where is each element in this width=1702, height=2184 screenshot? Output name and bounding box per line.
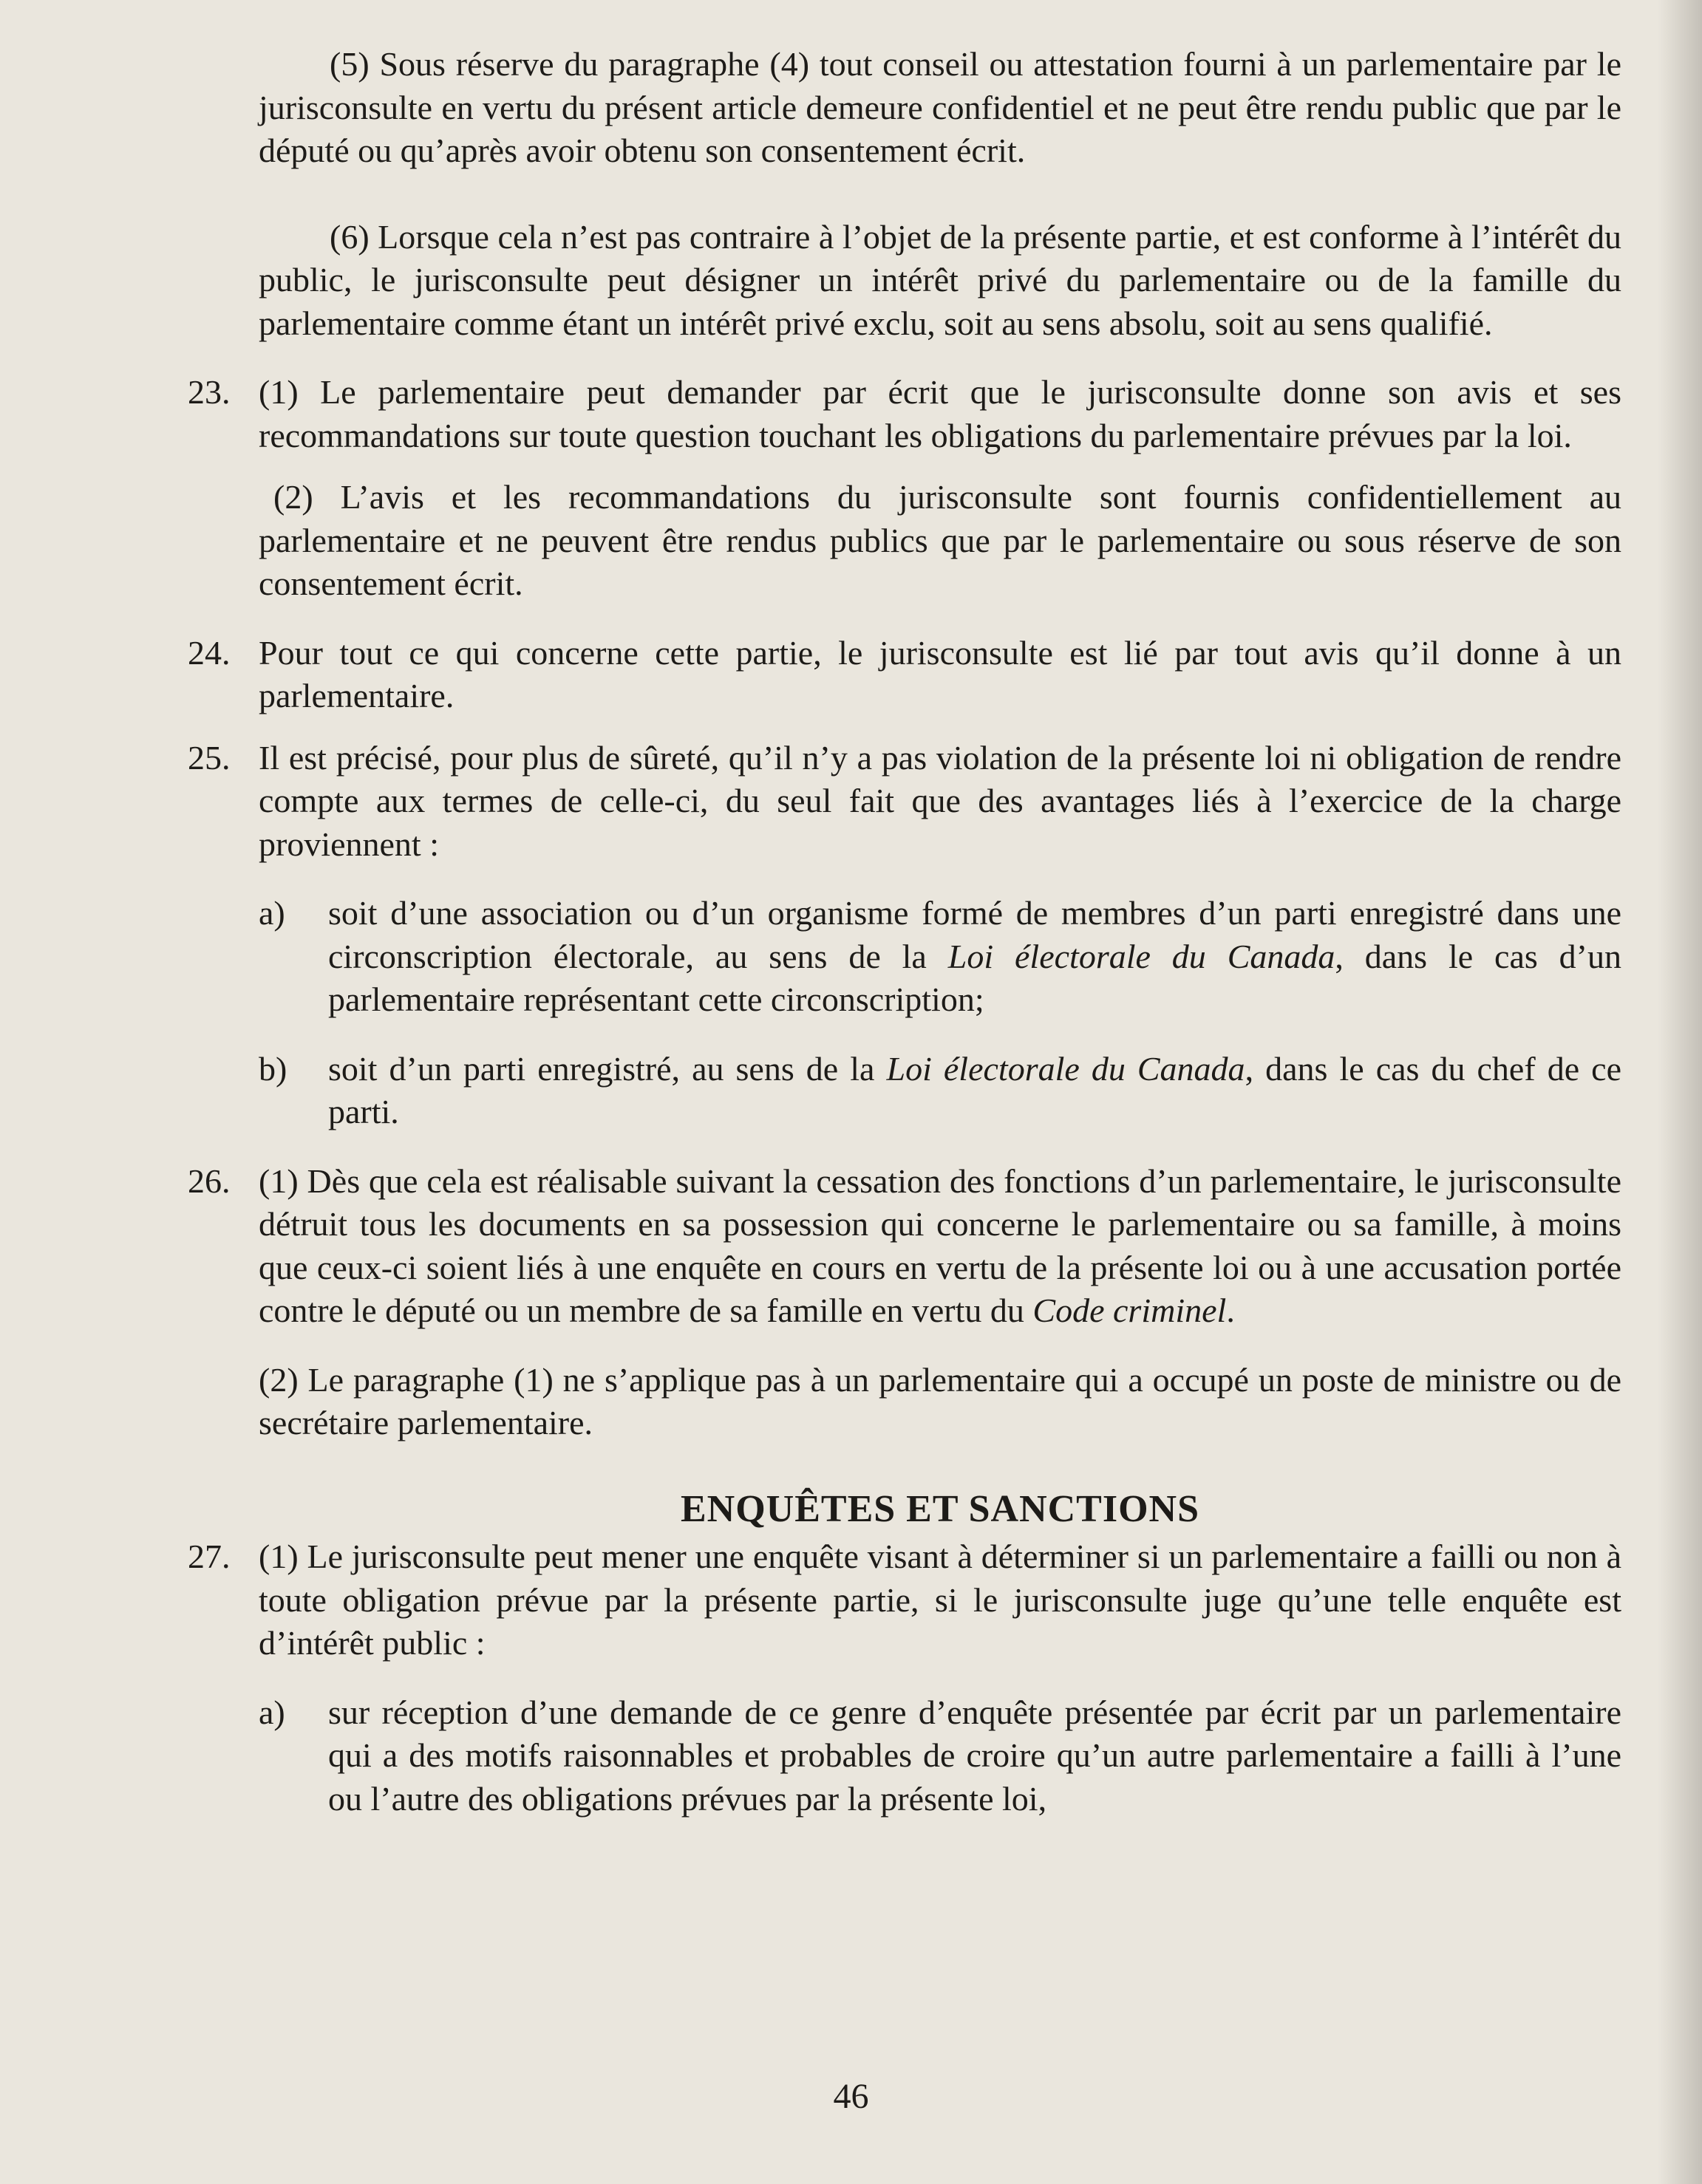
page-number: 46 — [833, 2077, 869, 2116]
item-text: soit d’une association ou d’un organisme formé de membres d’un parti enregistré dans une circonscription électorale, au sens de la Loi électorale du Canada, dans le cas d’un parlementaire représentant cette circonscription; — [328, 894, 1621, 1018]
paragraph-26-2: (2) Le paragraphe (1) ne s’applique pas à un parlementaire qui a occupé un poste de ministre ou de secrétaire parlementaire. — [259, 1360, 1621, 1441]
item-text: sur réception d’une demande de ce genre d’enquête présentée par écrit par un parlementaire qui a des motifs raisonnables et probables de croire qu’un autre parlementaire a failli à l’une ou l’autre des obligations prévues par la présente loi, — [328, 1693, 1621, 1818]
item-text: soit d’un parti enregistré, au sens de la Loi électorale du Canada, dans le cas du chef de ce parti. — [328, 1049, 1621, 1130]
section-23 — [188, 371, 1621, 457]
item-27-a — [188, 1691, 1621, 1821]
paragraph-25: Il est précisé, pour plus de sûreté, qu’il n’y a pas violation de la présente loi ni obligation de rendre compte aux termes de celle-ci, du seul fait que des avantages liés à l’exercice de la charge proviennent : — [259, 738, 1621, 863]
section-heading: ENQUÊTES ET SANCTIONS — [680, 1487, 1200, 1530]
paragraph-26-1: (1) Dès que cela est réalisable suivant la cessation des fonctions d’un parlementaire, le jurisconsulte détruit tous les documents en sa possession qui concerne le parlementaire ou sa famille, à moins que ceux-ci soient liés à une enquête en cours en vertu de la présente loi ou à une accusation portée contre le député ou un membre de sa famille en vertu du Code criminel. — [259, 1161, 1621, 1329]
paragraph-22-5: (5) Sous réserve du paragraphe (4) tout conseil ou attestation fourni à un parlementaire par le jurisconsulte en vertu du présent article demeure confidentiel et ne peut être rendu public que par le député ou qu’après avoir obtenu son consentement écrit. — [259, 45, 1621, 169]
item-25-a — [188, 892, 1621, 1022]
paragraph-27-1: (1) Le jurisconsulte peut mener une enquête visant à déterminer si un parlementaire a failli ou non à toute obligation prévue par la présente partie, si le jurisconsulte juge qu’une telle enquête est d’intérêt public : — [259, 1538, 1621, 1662]
page-edge-shadow — [1658, 0, 1702, 2184]
item-letter: a) — [259, 1693, 285, 1731]
section-number: 23. — [188, 373, 231, 411]
section-number: 27. — [188, 1538, 231, 1575]
section-27 — [188, 1535, 1621, 1665]
section-24 — [188, 632, 1621, 718]
paragraph-23-1: (1) Le parlementaire peut demander par écrit que le jurisconsulte donne son avis et ses recommandations sur toute question touchant les obligations du parlementaire prévues par la loi. — [259, 373, 1621, 454]
section-number: 26. — [188, 1161, 231, 1200]
section-26 — [188, 1160, 1621, 1333]
item-letter: b) — [259, 1049, 287, 1088]
paragraph-22-6: (6) Lorsque cela n’est pas contraire à l’objet de la présente partie, et est conforme à l’intérêt du public, le jurisconsulte peut désigner un intérêt privé du parlementaire ou de la famille du parlementaire comme étant un intérêt privé exclu, soit au sens absolu, soit au sens qualifié. — [259, 217, 1621, 342]
document-body — [188, 43, 1621, 1820]
item-25-b — [188, 1048, 1621, 1134]
item-letter: a) — [259, 894, 285, 932]
section-number: 25. — [188, 738, 231, 777]
paragraph-23-2: (2) L’avis et les recommandations du jurisconsulte sont fournis confidentiellement au parlementaire et ne peuvent être rendus publics que par le parlementaire ou sous réserve de son consentement écrit. — [259, 478, 1621, 602]
section-25 — [188, 737, 1621, 867]
section-number: 24. — [188, 633, 231, 672]
paragraph-24: Pour tout ce qui concerne cette partie, le jurisconsulte est lié par tout avis qu’il donne à un parlementaire. — [259, 633, 1621, 714]
